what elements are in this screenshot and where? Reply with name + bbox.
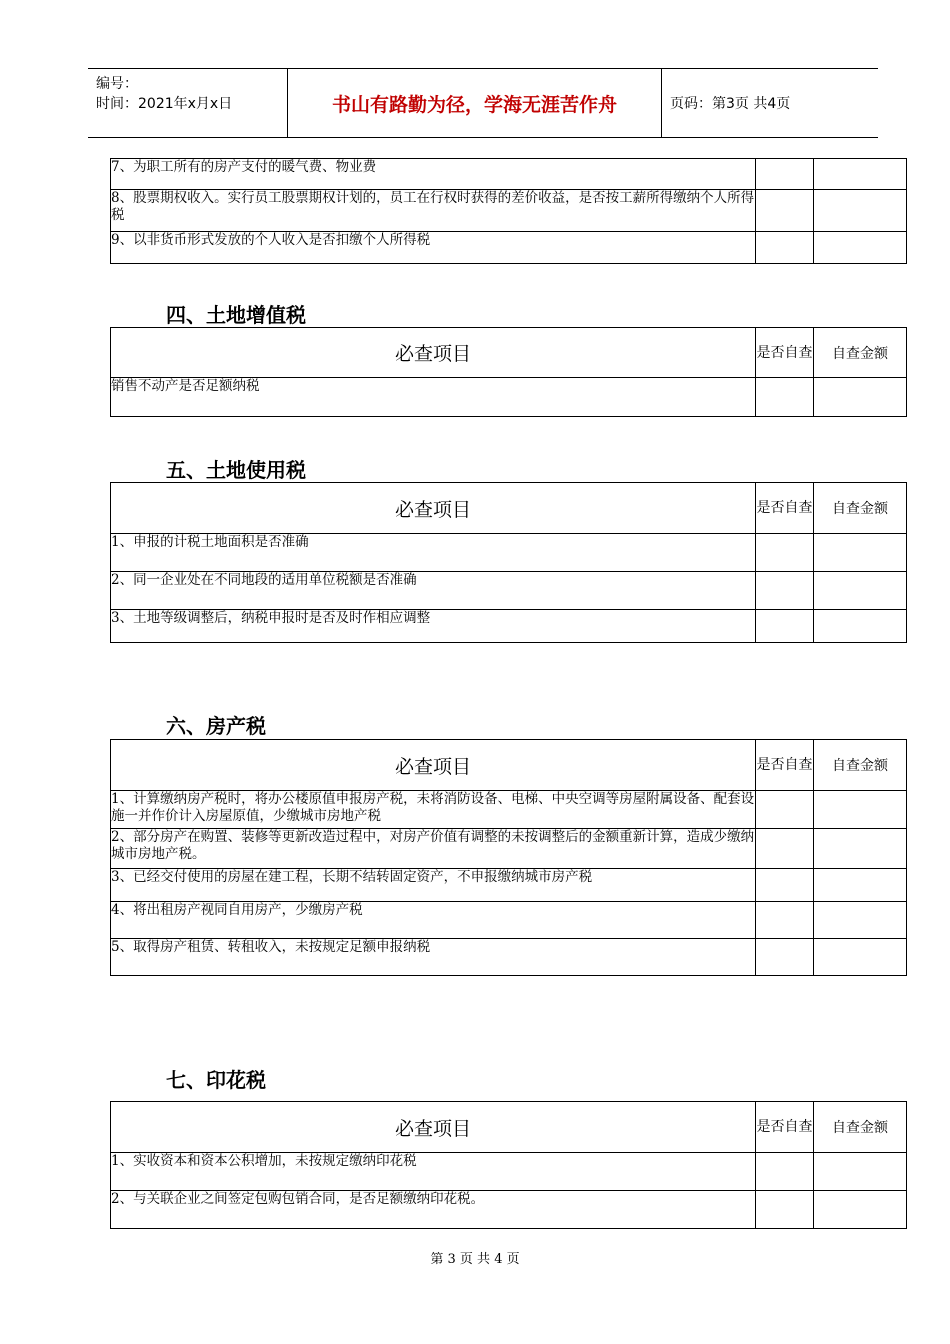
- land-use-tax-table: [110, 482, 907, 643]
- page-footer: 第 3 页 共 4 页: [430, 1252, 520, 1267]
- table-header-row: [111, 328, 907, 378]
- header-amount: 自查金额: [814, 1102, 907, 1153]
- header-page-info: 页码：第3页 共4页: [670, 96, 791, 112]
- checked-cell[interactable]: [756, 869, 814, 902]
- checked-cell[interactable]: [756, 572, 814, 610]
- amount-cell[interactable]: [814, 829, 907, 869]
- table-row: [111, 232, 907, 264]
- table-header-row: [111, 483, 907, 534]
- header-checked: 是否自查: [756, 740, 814, 791]
- header-checked: 是否自查: [756, 1102, 814, 1153]
- check-item: 3、已经交付使用的房屋在建工程，长期不结转固定资产，不申报缴纳城市房产税: [111, 869, 756, 902]
- amount-cell[interactable]: [814, 159, 907, 190]
- check-item: 1、计算缴纳房产税时，将办公楼原值申报房产税，未将消防设备、电梯、中央空调等房屋附属设备、配套设施一并作价计入房屋原值，少缴城市房地产税: [111, 791, 756, 829]
- header-amount: 自查金额: [814, 328, 907, 378]
- check-item: 4、将出租房产视同自用房产，少缴房产税: [111, 902, 756, 939]
- amount-cell[interactable]: [814, 190, 907, 232]
- table-row: [111, 902, 907, 939]
- check-item: 5、取得房产租赁、转租收入，未按规定足额申报纳税: [111, 939, 756, 976]
- header-item: 必查项目: [111, 740, 756, 791]
- table-row: [111, 1153, 907, 1191]
- header-item: 必查项目: [111, 328, 756, 378]
- amount-cell[interactable]: [814, 902, 907, 939]
- header-amount: 自查金额: [814, 740, 907, 791]
- table-header-row: [111, 740, 907, 791]
- amount-cell[interactable]: [814, 610, 907, 643]
- table-row: [111, 159, 907, 190]
- checked-cell[interactable]: [756, 159, 814, 190]
- check-item: 2、与关联企业之间签定包购包销合同，是否足额缴纳印花税。: [111, 1191, 756, 1229]
- page-header: [88, 68, 878, 138]
- stamp-tax-table: [110, 1101, 907, 1229]
- checked-cell[interactable]: [756, 378, 814, 417]
- continuation-table: [110, 158, 907, 264]
- land-value-tax-table: [110, 327, 907, 417]
- check-item: 7、为职工所有的房产支付的暖气费、物业费: [111, 159, 756, 190]
- table-row: [111, 1191, 907, 1229]
- table-row: [111, 610, 907, 643]
- document-date: 时间：2021年x月x日: [96, 96, 233, 112]
- document-number: 编号：: [96, 76, 138, 92]
- amount-cell[interactable]: [814, 534, 907, 572]
- header-checked: 是否自查: [756, 328, 814, 378]
- amount-cell[interactable]: [814, 572, 907, 610]
- amount-cell[interactable]: [814, 378, 907, 417]
- header-meta: [88, 69, 288, 137]
- amount-cell[interactable]: [814, 1191, 907, 1229]
- section-title-land-use-tax: 五、土地使用税: [166, 458, 306, 482]
- check-item: 3、土地等级调整后，纳税申报时是否及时作相应调整: [111, 610, 756, 643]
- table-row: [111, 869, 907, 902]
- check-item: 1、实收资本和资本公积增加，未按规定缴纳印花税: [111, 1153, 756, 1191]
- check-item: 8、股票期权收入。实行员工股票期权计划的，员工在行权时获得的差价收益，是否按工薪所得缴纳个人所得税: [111, 190, 756, 232]
- checked-cell[interactable]: [756, 939, 814, 976]
- checked-cell[interactable]: [756, 610, 814, 643]
- header-item: 必查项目: [111, 1102, 756, 1153]
- check-item: 2、部分房产在购置、装修等更新改造过程中，对房产价值有调整的未按调整后的金额重新计算，造成少缴纳城市房地产税。: [111, 829, 756, 869]
- amount-cell[interactable]: [814, 939, 907, 976]
- checked-cell[interactable]: [756, 1153, 814, 1191]
- checked-cell[interactable]: [756, 534, 814, 572]
- checked-cell[interactable]: [756, 902, 814, 939]
- checked-cell[interactable]: [756, 232, 814, 264]
- table-row: [111, 791, 907, 829]
- section-title-stamp-tax: 七、印花税: [166, 1068, 266, 1092]
- amount-cell[interactable]: [814, 869, 907, 902]
- section-title-land-value-tax: 四、土地增值税: [166, 303, 306, 327]
- amount-cell[interactable]: [814, 791, 907, 829]
- amount-cell[interactable]: [814, 1153, 907, 1191]
- table-row: [111, 190, 907, 232]
- header-motto: 书山有路勤为径，学海无涯苦作舟: [288, 69, 662, 137]
- header-item: 必查项目: [111, 483, 756, 534]
- table-row: [111, 534, 907, 572]
- amount-cell[interactable]: [814, 232, 907, 264]
- table-row: [111, 939, 907, 976]
- header-checked: 是否自查: [756, 483, 814, 534]
- checked-cell[interactable]: [756, 829, 814, 869]
- check-item: 1、申报的计税土地面积是否准确: [111, 534, 756, 572]
- check-item: 9、以非货币形式发放的个人收入是否扣缴个人所得税: [111, 232, 756, 264]
- section-title-property-tax: 六、房产税: [166, 714, 266, 738]
- checked-cell[interactable]: [756, 190, 814, 232]
- check-item: 2、同一企业处在不同地段的适用单位税额是否准确: [111, 572, 756, 610]
- checked-cell[interactable]: [756, 1191, 814, 1229]
- table-row: [111, 378, 907, 417]
- table-header-row: [111, 1102, 907, 1153]
- table-row: [111, 572, 907, 610]
- header-amount: 自查金额: [814, 483, 907, 534]
- property-tax-table: [110, 739, 907, 976]
- checked-cell[interactable]: [756, 791, 814, 829]
- check-item: 销售不动产是否足额纳税: [111, 378, 756, 417]
- table-row: [111, 829, 907, 869]
